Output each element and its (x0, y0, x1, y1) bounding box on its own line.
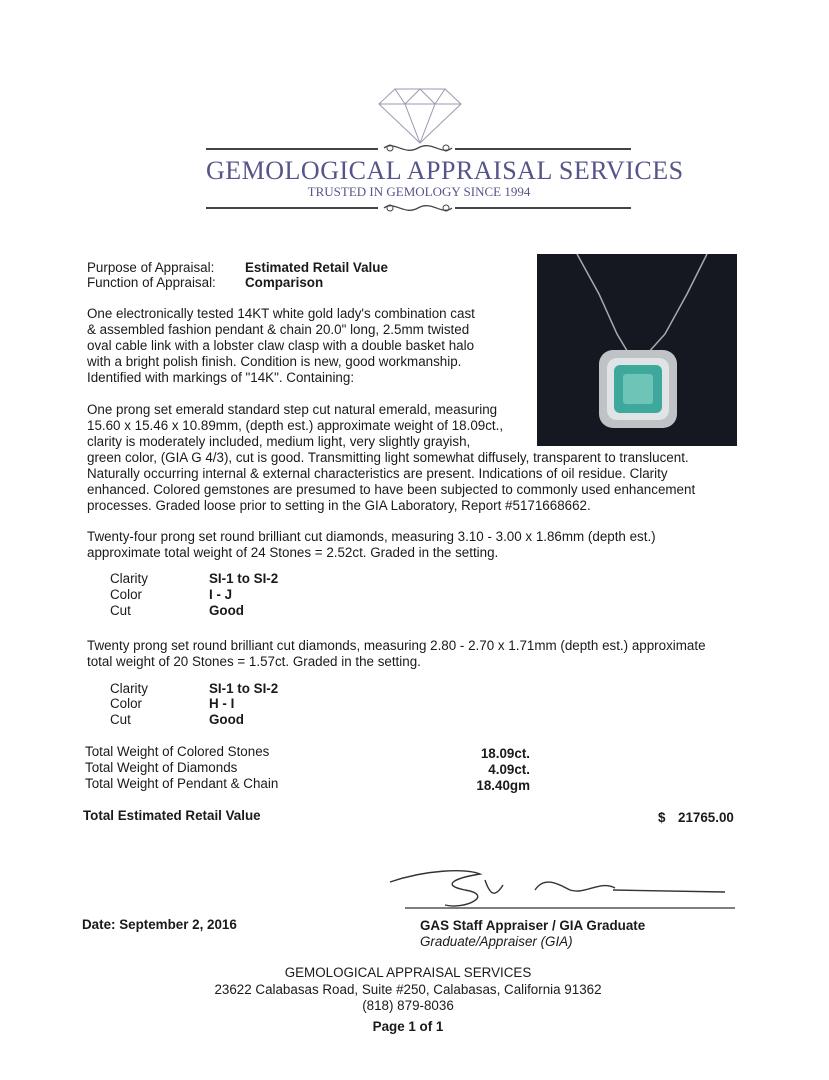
grade-value: I - J (209, 587, 233, 602)
grade-value: Good (209, 603, 244, 618)
grade-label: Clarity (110, 571, 148, 586)
grade-label: Cut (110, 712, 131, 727)
description-paragraph: One electronically tested 14KT white gold lady's combination cast & assembled fashion pendant & chain 20.0" long, 2.5mm twisted oval cable link with a lobster claw clasp with a double basket halo with a bright polish finish. Condition is new, good workmanship. Identified with markings of "14K". Containing: (87, 306, 475, 385)
header-rule-left-bottom (206, 207, 378, 209)
function-value: Comparison (245, 275, 324, 290)
total-label: Total Weight of Pendant & Chain (85, 776, 279, 791)
total-label: Total Weight of Colored Stones (85, 744, 270, 759)
total-value: 18.40gm (476, 778, 530, 793)
emerald-paragraph: One prong set emerald standard step cut natural emerald, measuring 15.60 x 15.46 x 10.89mm, (depth est.) approximate weight of 18.09ct., clarity is moderately included, medium light, very slightly grayish, green color, (GIA G 4/3), cut is good. Transmitting light somewhat diffusely, transparent to translucent. Naturally occurring internal & external characteristics are present. Indications of oil residue. Clarity enhanced. Colored gemstones are presumed to have been subjected to commonly used enhancement processes. Graded loose prior to setting in the GIA Laboratory, Report #5171668662. (87, 402, 696, 513)
flourish-bottom-icon (382, 198, 454, 218)
total-label: Total Weight of Diamonds (85, 760, 238, 775)
purpose-label: Purpose of Appraisal: (87, 260, 215, 275)
page-number: Page 1 of 1 (372, 1019, 444, 1034)
signature-image (385, 860, 740, 915)
flourish-top-icon (382, 138, 454, 158)
grade-value: Good (209, 712, 244, 727)
total-value: 4.09ct. (488, 762, 530, 777)
diamonds-20-paragraph: Twenty prong set round brilliant cut diamonds, measuring 2.80 - 2.70 x 1.71mm (depth est.) approximate total weight of 20 Stones = 1.57ct. Graded in the setting. (87, 638, 706, 669)
header-rule-left (206, 148, 378, 150)
header-rule-right-bottom (455, 207, 631, 209)
appraisal-date: Date: September 2, 2016 (82, 917, 237, 932)
purpose-value: Estimated Retail Value (245, 260, 388, 275)
grade-label: Clarity (110, 681, 148, 696)
signer-subtitle: Graduate/Appraiser (GIA) (420, 934, 573, 949)
retail-currency: $ (658, 810, 666, 825)
grade-label: Color (110, 587, 142, 602)
header-rule-right (455, 148, 631, 150)
total-value: 18.09ct. (480, 746, 530, 761)
footer-phone: (818) 879-8036 (362, 998, 454, 1013)
retail-label: Total Estimated Retail Value (83, 808, 261, 823)
diamond-logo-icon (375, 86, 465, 146)
signer-title: GAS Staff Appraiser / GIA Graduate (420, 918, 646, 933)
footer-address: 23622 Calabasas Road, Suite #250, Calabasas, California 91362 (214, 982, 602, 997)
grade-label: Color (110, 696, 142, 711)
retail-amount: 21765.00 (678, 810, 734, 825)
grade-label: Cut (110, 603, 131, 618)
diamonds-24-paragraph: Twenty-four prong set round brilliant cut diamonds, measuring 3.10 - 3.00 x 1.86mm (depth est.) approximate total weight of 24 Stones = 2.52ct. Graded in the setting. (87, 529, 656, 560)
company-tagline: TRUSTED IN GEMOLOGY SINCE 1994 (307, 184, 531, 199)
grade-value: H - I (209, 696, 235, 711)
grade-value: SI-1 to SI-2 (209, 681, 279, 696)
company-title: GEMOLOGICAL APPRAISAL SERVICES (206, 156, 684, 185)
grade-value: SI-1 to SI-2 (209, 571, 279, 586)
footer-company: GEMOLOGICAL APPRAISAL SERVICES (284, 965, 532, 980)
function-label: Function of Appraisal: (87, 275, 216, 290)
